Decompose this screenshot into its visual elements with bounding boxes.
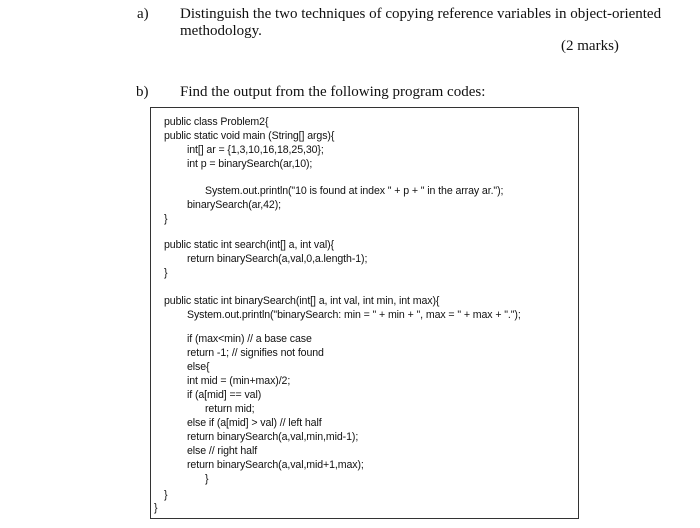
code-line: } — [154, 502, 158, 514]
code-line: } — [205, 473, 209, 485]
code-line: } — [164, 267, 168, 279]
code-line: return binarySearch(a,val,min,mid-1); — [187, 431, 359, 443]
code-line: int[] ar = {1,3,10,16,18,25,30}; — [187, 144, 324, 156]
code-line: binarySearch(ar,42); — [187, 199, 281, 211]
code-line: public static int binarySearch(int[] a, int val, int min, int max){ — [164, 295, 440, 307]
question-a-line-2: methodology. — [180, 23, 262, 39]
code-line: else // right half — [187, 445, 258, 457]
code-line: public static int search(int[] a, int val){ — [164, 239, 334, 251]
code-line: else{ — [187, 361, 210, 373]
code-line: if (max<min) // a base case — [187, 333, 312, 345]
code-line: return binarySearch(a,val,mid+1,max); — [187, 459, 364, 471]
question-a-marks: (2 marks) — [561, 38, 619, 54]
code-line: return mid; — [205, 403, 255, 415]
question-b-prompt: Find the output from the following program codes: — [180, 84, 486, 100]
code-line: int p = binarySearch(ar,10); — [187, 158, 313, 170]
code-line: return -1; // signifies not found — [187, 347, 324, 359]
code-line: } — [164, 489, 168, 501]
question-a-line-1: Distinguish the two techniques of copying reference variables in object-oriented — [180, 6, 662, 22]
question-b-label: b) — [136, 84, 149, 100]
question-a-label: a) — [137, 6, 149, 22]
code-line: System.out.println("10 is found at index " + p + " in the array ar."); — [205, 185, 504, 197]
code-line: System.out.println("binarySearch: min = " + min + ", max = " + max + "."); — [187, 309, 521, 321]
code-line: return binarySearch(a,val,0,a.length-1); — [187, 253, 368, 265]
code-line: public static void main (String[] args){ — [164, 130, 335, 142]
code-line: else if (a[mid] > val) // left half — [187, 417, 322, 429]
code-line: public class Problem2{ — [164, 116, 269, 128]
code-line: if (a[mid] == val) — [187, 389, 262, 401]
code-line: int mid = (min+max)/2; — [187, 375, 291, 387]
code-line: } — [164, 213, 168, 225]
